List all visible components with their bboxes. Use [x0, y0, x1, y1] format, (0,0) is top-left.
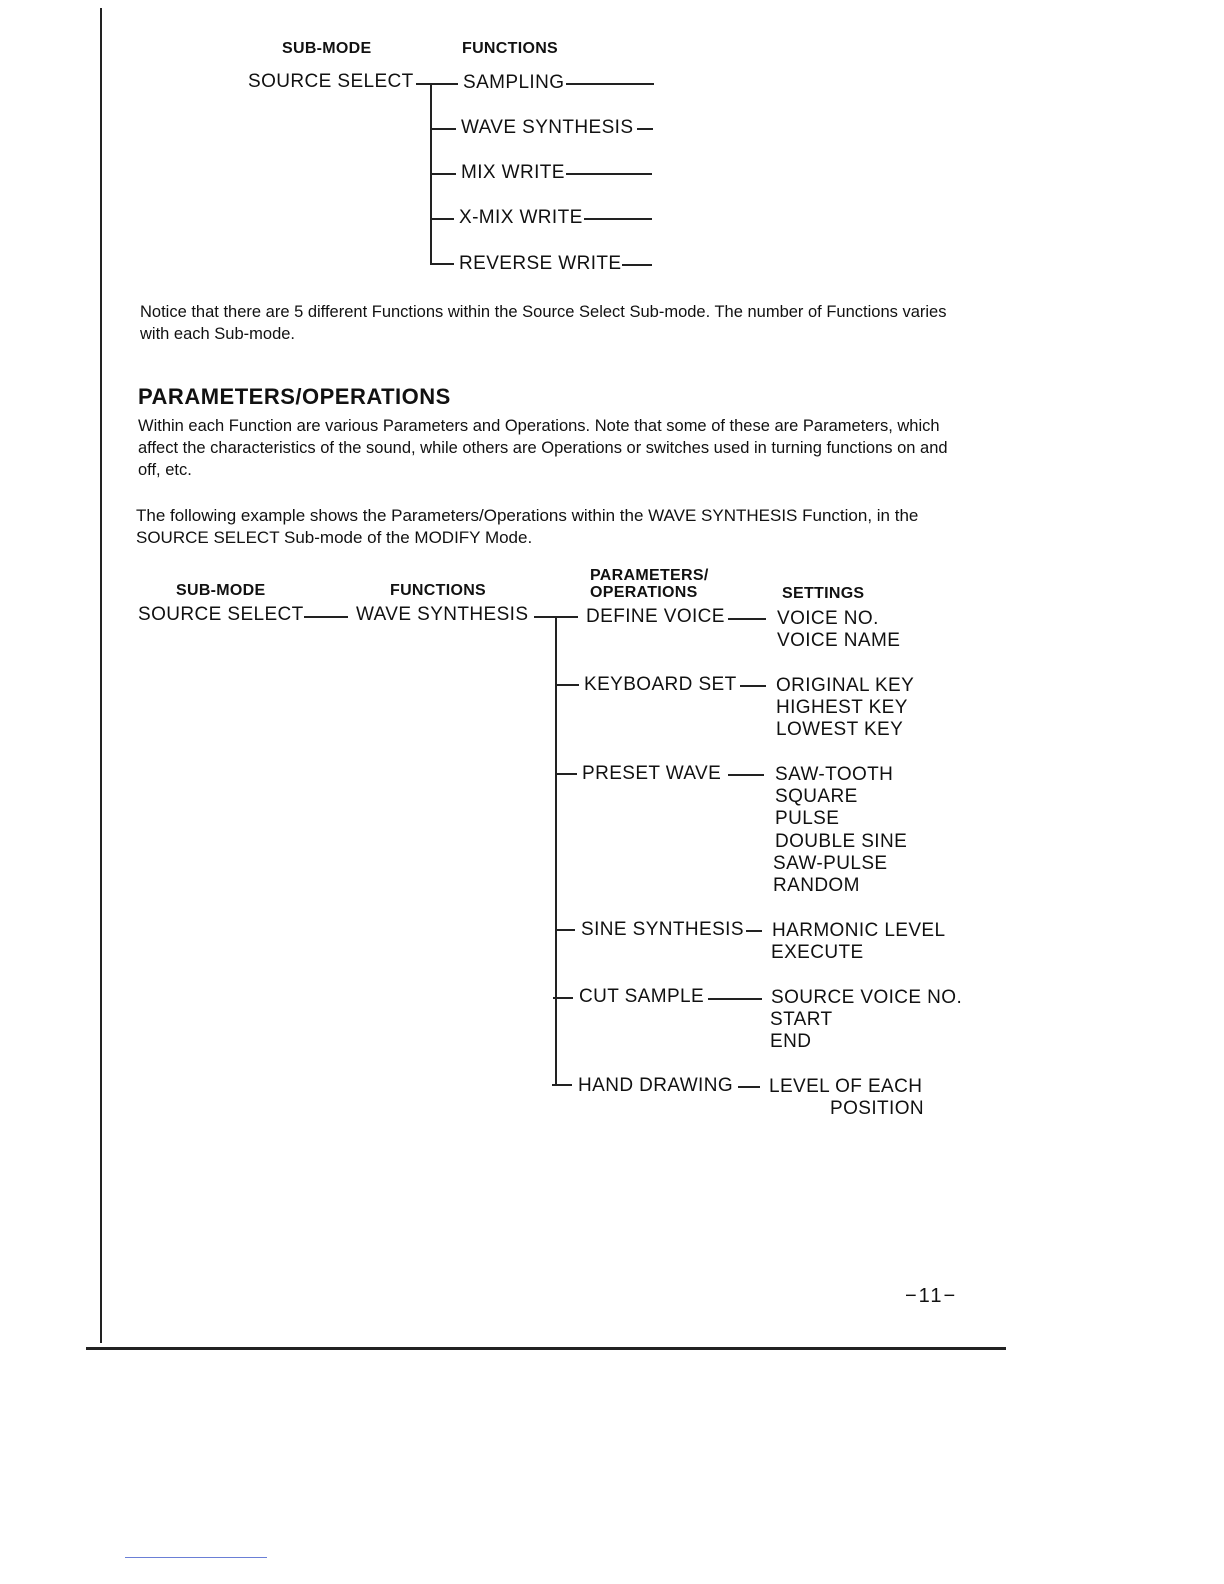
operation-item: CUT SAMPLE [579, 986, 705, 1007]
branch-line [430, 83, 458, 85]
setting-item: HARMONIC LEVEL [772, 920, 946, 941]
trailing-dash [584, 218, 652, 220]
trailing-dash [566, 173, 652, 175]
footer-underline [125, 1557, 267, 1558]
setting-item: HIGHEST KEY [776, 697, 908, 718]
function-item: SAMPLING [463, 72, 565, 93]
setting-item: EXECUTE [771, 942, 864, 963]
operation-dash [728, 618, 766, 620]
operation-dash [746, 930, 762, 932]
branch-line [430, 218, 454, 220]
operation-dash [728, 774, 764, 776]
operation-dash [738, 1086, 760, 1088]
function-item: MIX WRITE [461, 162, 565, 183]
branch-line [555, 773, 577, 775]
submode-header: SUB-MODE [176, 582, 266, 599]
setting-item: END [770, 1031, 812, 1052]
setting-item: POSITION [830, 1098, 924, 1119]
page-number: −11− [905, 1285, 958, 1307]
functions-header: FUNCTIONS [390, 582, 487, 599]
setting-item: SQUARE [775, 786, 858, 807]
setting-item: RANDOM [773, 875, 860, 896]
operation-branch-line [555, 616, 557, 1084]
submode-label: SOURCE SELECT [248, 71, 414, 92]
branch-line [555, 929, 575, 931]
setting-item: LOWEST KEY [776, 719, 904, 740]
operation-item: SINE SYNTHESIS [581, 919, 744, 940]
function-item: REVERSE WRITE [459, 253, 622, 274]
setting-item: DOUBLE SINE [775, 831, 908, 852]
operation-item: DEFINE VOICE [586, 606, 725, 627]
submode-header: SUB-MODE [282, 40, 372, 57]
setting-item: LEVEL OF EACH [769, 1076, 923, 1097]
setting-item: PULSE [775, 808, 840, 829]
operation-item: KEYBOARD SET [584, 674, 737, 695]
bottom-rule [86, 1347, 1006, 1350]
setting-item: START [770, 1009, 833, 1030]
branch-line [430, 263, 454, 265]
settings-header: SETTINGS [782, 585, 865, 602]
operation-item: PRESET WAVE [582, 763, 722, 784]
setting-item: VOICE NAME [777, 630, 901, 651]
parameters-header: PARAMETERS/ OPERATIONS [590, 567, 709, 601]
trailing-dash [637, 128, 653, 130]
functions-header: FUNCTIONS [462, 40, 559, 57]
branch-line [552, 1084, 572, 1086]
example-paragraph: The following example shows the Parameters/Operations within the WAVE SYNTHESIS Function, in the SOURCE SELECT Sub-mode of the MODIFY Mode. [136, 506, 919, 547]
connector-line [304, 616, 348, 618]
setting-item: ORIGINAL KEY [776, 675, 915, 696]
branch-line [430, 128, 456, 130]
branch-line [553, 997, 573, 999]
setting-item: SAW-TOOTH [775, 764, 894, 785]
left-margin-rule [100, 8, 102, 1343]
setting-item: SOURCE VOICE NO. [771, 987, 963, 1008]
operation-dash [740, 685, 766, 687]
branch-line [430, 173, 456, 175]
trailing-dash [622, 264, 652, 266]
function-item: WAVE SYNTHESIS [461, 117, 634, 138]
operation-item: HAND DRAWING [578, 1075, 734, 1096]
trailing-dash [566, 83, 654, 85]
submode-label: SOURCE SELECT [138, 604, 304, 625]
function-item: X-MIX WRITE [459, 207, 583, 228]
intro-paragraph: Within each Function are various Parameters and Operations. Note that some of these are Parameters, which affect the characteristics of the sound, while others are Operations or switches used in turning functions on and off, etc. [138, 417, 948, 479]
section-title: PARAMETERS/OPERATIONS [138, 384, 451, 409]
operation-dash [708, 998, 762, 1000]
branch-line [555, 684, 579, 686]
setting-item: SAW-PULSE [773, 853, 888, 874]
setting-item: VOICE NO. [777, 608, 879, 629]
function-label: WAVE SYNTHESIS [356, 604, 529, 625]
notice-paragraph: Notice that there are 5 different Functions within the Source Select Sub-mode. The number of Functions varies with each Sub-mode. [140, 303, 947, 343]
